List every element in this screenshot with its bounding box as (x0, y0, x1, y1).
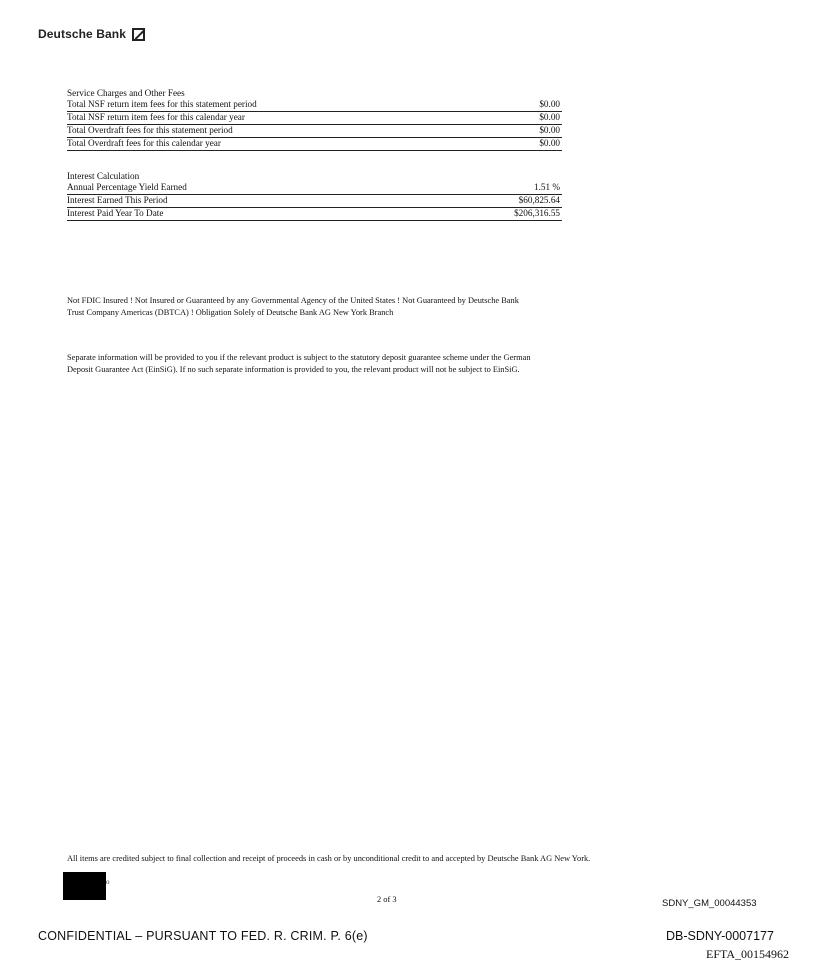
table-row (67, 112, 562, 125)
interest-title: Interest Calculation (67, 171, 140, 181)
collection-footnote: All items are credited subject to final collection and receipt of proceeds in cash or by unconditional credit to and accepted by Deutsche Bank AG New York. (67, 854, 591, 863)
brand-name: Deutsche Bank (38, 27, 126, 41)
row-value: $206,316.55 (514, 208, 560, 218)
row-label: Total Overdraft fees for this statement period (67, 125, 233, 135)
table-row (67, 195, 562, 208)
deposit-guarantee-notice: Separate information will be provided to you if the relevant product is subject to the statutory deposit guarantee scheme under the German Deposit Guarantee Act (EinSiG). If no such separate information is provided to you, the relevant product will not be subject to EinSiG. (67, 353, 531, 374)
page-number: 2 of 3 (377, 895, 397, 904)
service-charges-title: Service Charges and Other Fees (67, 88, 185, 98)
row-label: Interest Paid Year To Date (67, 208, 164, 218)
row-label: Total NSF return item fees for this statement period (67, 99, 257, 109)
bates-number-sdny: SDNY_GM_00044353 (662, 898, 757, 909)
row-value: $0.00 (539, 112, 560, 122)
row-label: Total Overdraft fees for this calendar year (67, 138, 221, 148)
fdic-disclaimer: Not FDIC Insured ! Not Insured or Guaranteed by any Governmental Agency of the United States ! Not Guaranteed by Deutsche Bank Trust Company Americas (DBTCA) ! Obligation Solely of Deutsche Bank AG New York Branch (67, 296, 519, 317)
table-row (67, 182, 562, 195)
row-value: $60,825.64 (518, 195, 560, 205)
confidential-stamp: CONFIDENTIAL – PURSUANT TO FED. R. CRIM. P. 6(e) (38, 929, 368, 943)
row-label: Total NSF return item fees for this calendar year (67, 112, 245, 122)
table-row (67, 138, 562, 151)
table-row (67, 208, 562, 221)
brand-logo (38, 27, 145, 41)
table-row (67, 99, 562, 112)
efta-number: EFTA_00154962 (706, 947, 790, 961)
bates-number-db: DB-SDNY-0007177 (666, 929, 774, 943)
row-value: 1.51 % (533, 182, 560, 192)
row-value: $0.00 (539, 99, 560, 109)
redaction-block (63, 872, 106, 900)
interest-section (67, 170, 562, 221)
row-label: Interest Earned This Period (67, 195, 168, 205)
row-value: $0.00 (539, 125, 560, 135)
redaction-tail-text: o (106, 878, 110, 886)
service-charges-section (67, 87, 562, 151)
deutsche-bank-logo-icon (132, 28, 145, 41)
row-label: Annual Percentage Yield Earned (67, 182, 187, 192)
row-value: $0.00 (539, 138, 560, 148)
table-row (67, 125, 562, 138)
